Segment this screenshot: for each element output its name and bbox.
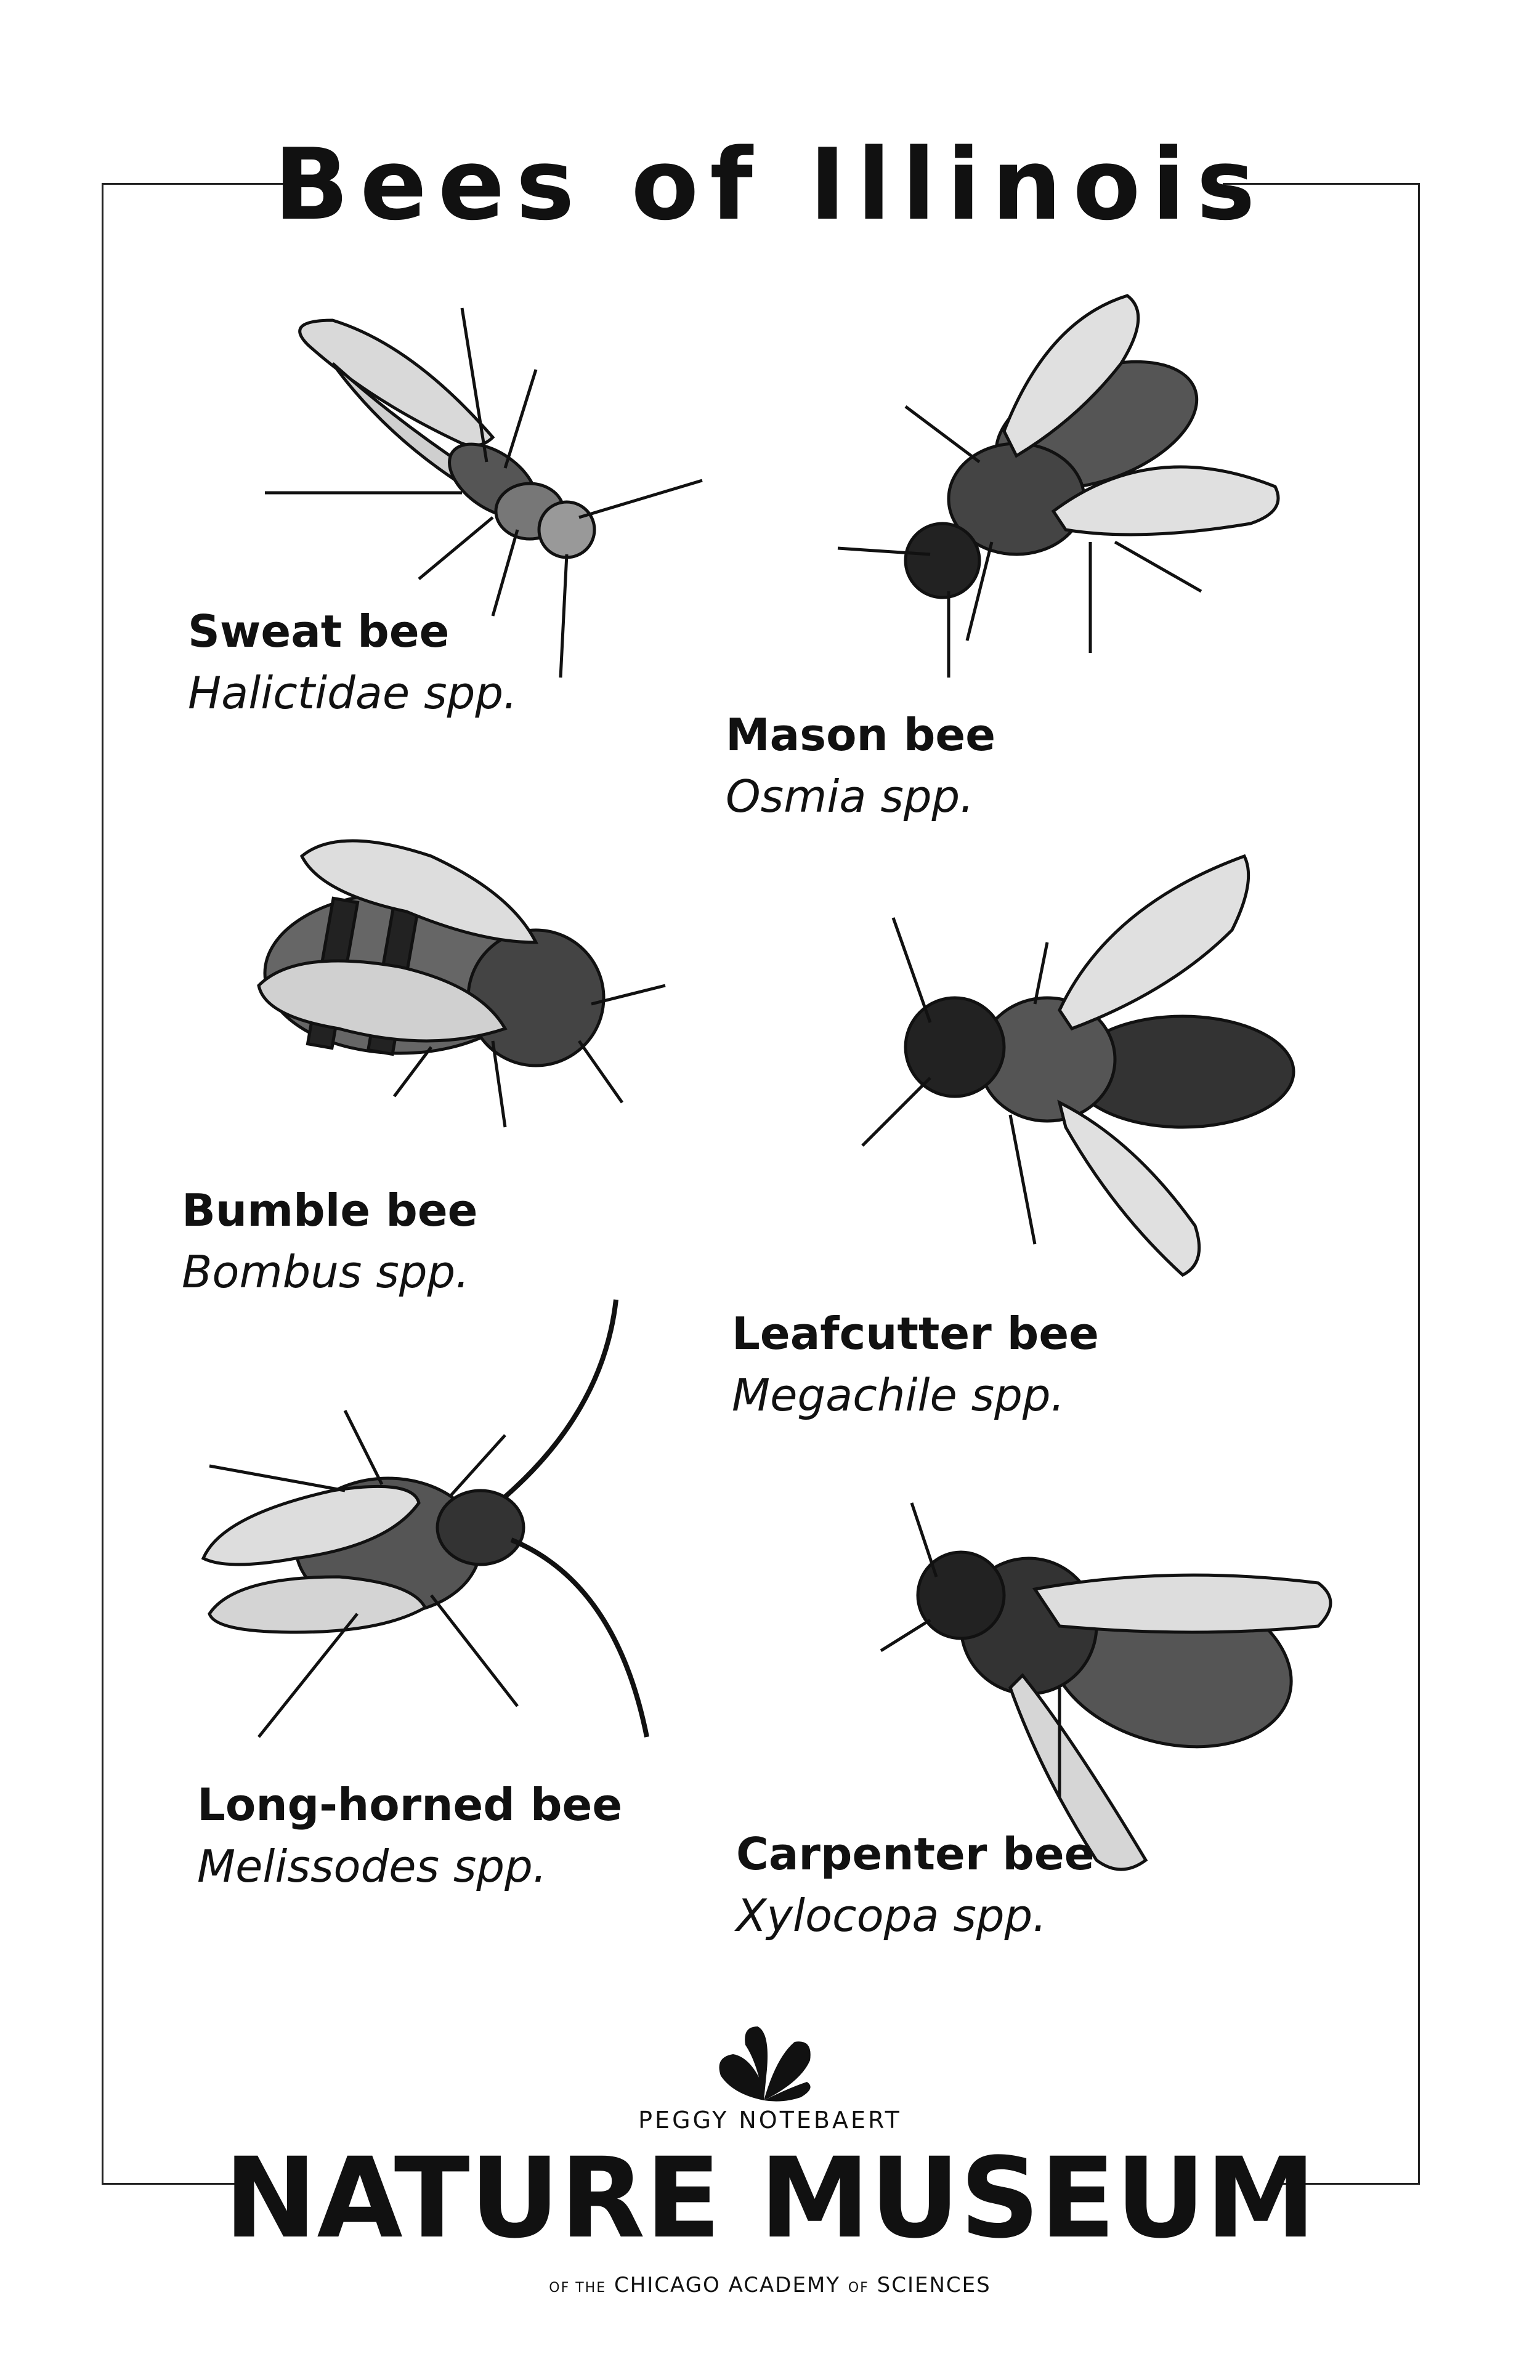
common-name: Bumble bee [182,1184,478,1236]
bee-label-carpenter [736,1823,1095,1946]
common-name: Leafcutter bee [732,1308,1100,1359]
frame-right [1418,183,1420,2185]
common-name: Carpenter bee [736,1828,1095,1880]
bee-label-leafcutter [732,1303,1099,1426]
logo-top-line: PEGGY NOTEBAERT [638,2107,902,2134]
scientific-name: Osmia spp. [726,771,975,822]
common-name: Mason bee [726,709,996,761]
long-horned-bee-illustration [185,1287,653,1762]
common-name: Sweat bee [188,605,450,657]
scientific-name: Bombus spp. [182,1246,470,1298]
logo-sub-of-the: OF THE [549,2280,607,2296]
page-title: Bees of Illinois [274,127,1266,242]
common-name: Long-horned bee [197,1779,623,1831]
mason-bee-illustration [832,283,1312,690]
scientific-name: Halictidae spp. [188,667,517,719]
logo-sub-end: SCIENCES [877,2273,991,2297]
scientific-name: Xylocopa spp. [736,1890,1047,1941]
bumble-bee-illustration [246,819,678,1152]
leafcutter-bee-illustration [850,844,1306,1300]
frame-left [102,183,103,2185]
bee-label-long-horned [197,1774,622,1897]
logo-sub-line [0,2273,1540,2297]
logo-main-text: NATURE MUSEUM [224,2134,1316,2263]
bee-label-sweat [188,601,517,724]
bee-label-bumble [182,1180,477,1303]
scientific-name: Melissodes spp. [197,1840,547,1892]
butterfly-logo-icon [708,2014,819,2107]
bee-label-mason [726,704,995,827]
logo-sub-of: OF [848,2280,869,2296]
scientific-name: Megachile spp. [732,1369,1065,1421]
logo-sub-main: CHICAGO ACADEMY [614,2273,841,2297]
